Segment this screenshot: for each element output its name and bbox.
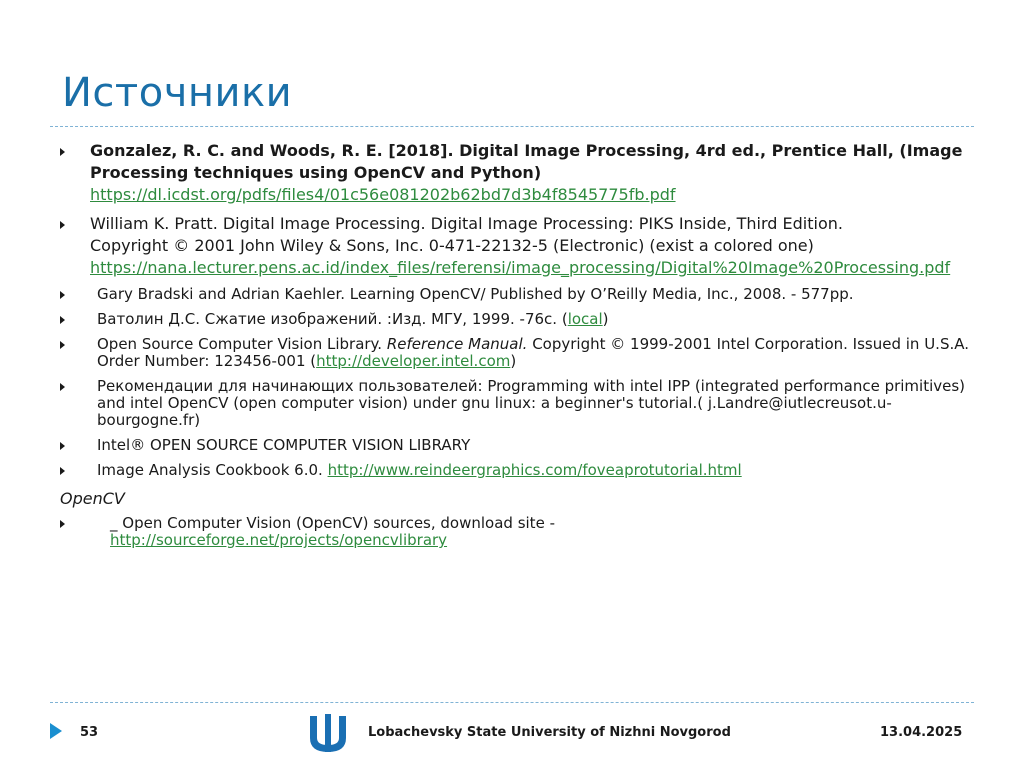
reference-text: Intel® OPEN SOURCE COMPUTER VISION LIBRARY	[97, 436, 471, 454]
footer-divider	[50, 702, 974, 703]
reference-vatolin	[56, 311, 971, 328]
reference-recommendations	[56, 378, 971, 429]
reference-cookbook	[56, 462, 971, 479]
opencv-item-link[interactable]: http://sourceforge.net/projects/opencvlibrary	[110, 531, 448, 549]
reference-intel	[56, 437, 971, 454]
opencv-item-text: _ Open Computer Vision (OpenCV) sources, download site -	[110, 514, 555, 532]
reference-text-copyright: Copyright © 2001 John Wiley & Sons, Inc. 0-471-22132-5 (Electronic) (exist a colored one)	[90, 236, 814, 255]
university-logo-icon	[306, 712, 350, 760]
reference-pratt	[56, 213, 971, 279]
reference-text: Gary Bradski and Adrian Kaehler. Learning OpenCV/ Published by O’Reilly Media, Inc., 2008. - 577pp.	[97, 285, 854, 303]
reference-link[interactable]: https://nana.lecturer.pens.ac.id/index_files/referensi/image_processing/Digital%20Image%20Processing.pdf	[90, 258, 951, 277]
arrow-bullet-icon	[60, 221, 65, 229]
reference-link[interactable]: http://www.reindeergraphics.com/foveaprotutorial.html	[327, 461, 742, 479]
arrow-bullet-icon	[60, 148, 65, 156]
reference-opencv-library	[56, 336, 971, 370]
reference-text: Рекомендации для начинающих пользователей: Programming with intel IPP (integrated performance primitives) and intel OpenCV (open computer vision) under gnu linux: a beginner's tutorial.( j.Landre@iutlecreusot.u-bourgogne.fr)	[97, 377, 966, 429]
reference-text: Ватолин Д.С. Сжатие изображений. :Изд. МГУ, 1999. -76с. (	[97, 310, 568, 328]
references-list	[56, 140, 971, 557]
arrow-bullet-icon	[60, 520, 65, 528]
reference-link[interactable]: https://dl.icdst.org/pdfs/files4/01c56e081202b62bd7d3b4f8545775fb.pdf	[90, 185, 676, 204]
arrow-bullet-icon	[60, 341, 65, 349]
slide-date: 13.04.2025	[880, 725, 963, 740]
arrow-bullet-icon	[60, 316, 65, 324]
reference-text: Open Source Computer Vision Library.	[97, 335, 387, 353]
page-number: 53	[80, 725, 99, 740]
title-divider	[50, 126, 974, 127]
reference-text: Image Analysis Cookbook 6.0.	[97, 461, 328, 479]
reference-link[interactable]: local	[567, 310, 603, 328]
reference-gonzalez	[56, 140, 971, 206]
arrow-bullet-icon	[60, 383, 65, 391]
reference-text-close: )	[510, 352, 517, 370]
opencv-sources	[56, 515, 971, 549]
reference-link[interactable]: http://developer.intel.com	[316, 352, 511, 370]
organization-name: Lobachevsky State University of Nizhni Novgorod	[368, 725, 731, 740]
nav-arrow-icon[interactable]	[50, 723, 62, 739]
reference-text: William K. Pratt. Digital Image Processing. Digital Image Processing: PIKS Inside, Third Edition.	[90, 214, 843, 233]
reference-text-cont: Copyright © 1999-2001 Intel Corporation. Issued in U.S.A. Order Number: 123456-001 (	[97, 335, 970, 370]
opencv-heading: OpenCV	[60, 489, 125, 508]
arrow-bullet-icon	[60, 467, 65, 475]
reference-text-italic: Reference Manual.	[386, 335, 528, 353]
reference-bradski	[56, 286, 971, 303]
arrow-bullet-icon	[60, 291, 65, 299]
reference-text: Gonzalez, R. C. and Woods, R. E. [2018]. Digital Image Processing, 4rd ed., Prentice Hall, (Image Processing techniques using OpenCV and Python)	[90, 141, 963, 182]
arrow-bullet-icon	[60, 442, 65, 450]
reference-text-close: )	[602, 310, 609, 328]
page-title: Источники	[62, 70, 293, 116]
